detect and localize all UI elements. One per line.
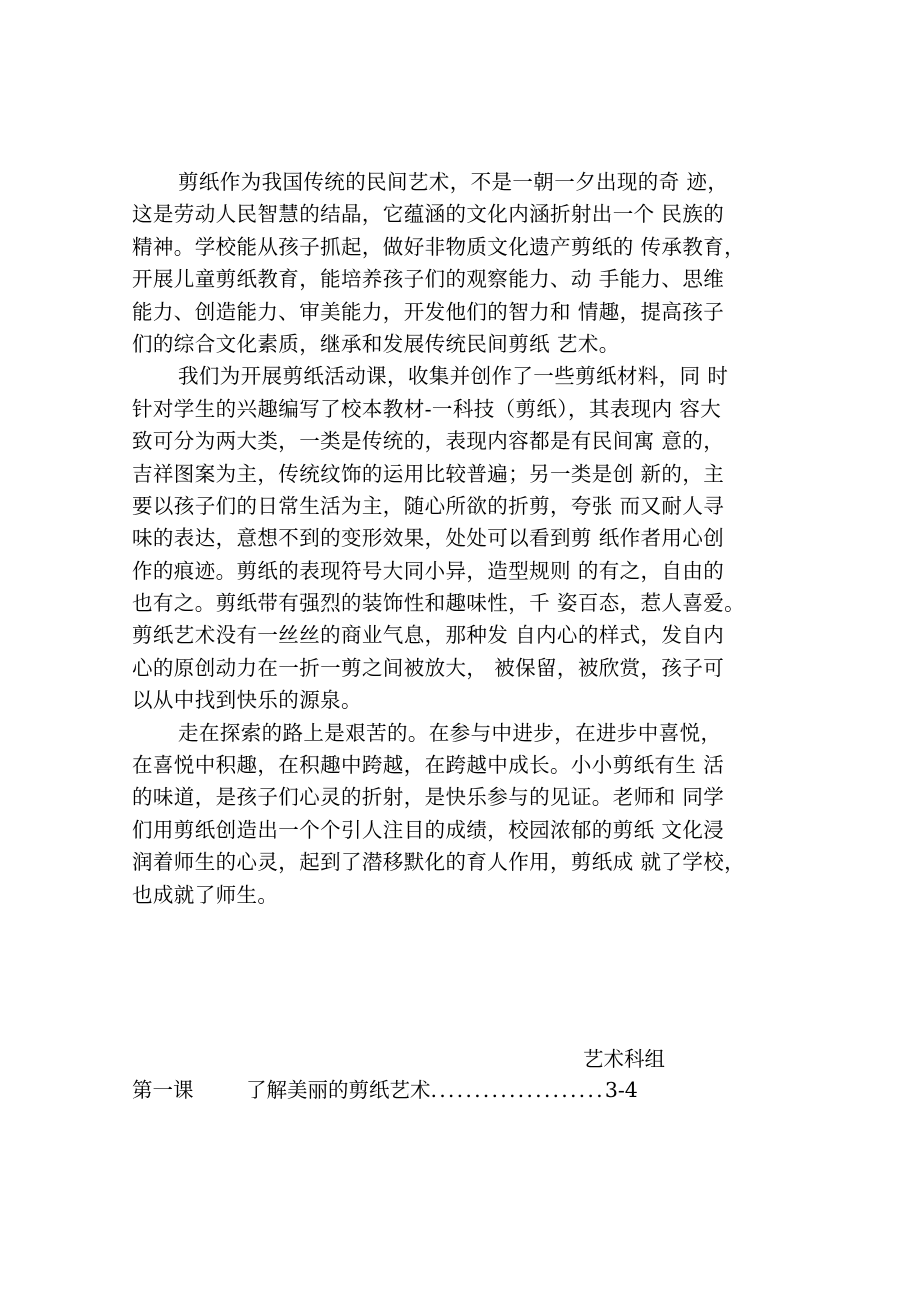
paragraph-line: 们用剪纸创造出一个个引人注目的成绩，校园浓郁的剪纸 文化浸	[132, 817, 725, 842]
toc-dot-leader: ....................	[430, 1078, 605, 1102]
paragraph-line: 能力、创造能力、审美能力，开发他们的智力和 情趣，提高孩子	[132, 299, 725, 324]
paragraph-line: 要以孩子们的日常生活为主，随心所欲的折剪，夸张 而又耐人寻	[132, 493, 725, 518]
paragraph-line: 也成就了师生。	[132, 882, 279, 907]
signature: 艺术科组	[583, 1047, 665, 1071]
paragraph-line: 味的表达，意想不到的变形效果，处处可以看到剪 纸作者用心创	[132, 526, 725, 551]
paragraph-line: 针对学生的兴趣编写了校本教材-一科技（剪纸），其表现内 容大	[132, 396, 722, 421]
paragraph-line: 以从中找到快乐的源泉。	[132, 688, 362, 713]
toc-page-range: 3-4	[604, 1078, 638, 1102]
paragraph-line: 润着师生的心灵，起到了潜移默化的育人作用，剪纸成 就了学校，	[132, 850, 746, 875]
paragraph-line: 剪纸艺术没有一丝丝的商业气息，那种发 自内心的样式，发自内	[132, 623, 725, 648]
paragraph-line: 作的痕迹。剪纸的表现符号大同小异，造型规则 的有之，自由的	[132, 558, 725, 583]
toc-entry	[132, 1074, 752, 1106]
paragraph-line: 走在探索的路上是艰苦的。在参与中进步，在进步中喜悦，	[178, 720, 722, 745]
paragraph-line: 们的综合文化素质，继承和发展传统民间剪纸 艺术。	[132, 331, 620, 356]
body-text	[132, 166, 812, 911]
paragraph-line: 心的原创动力在一折一剪之间被放大， 被保留，被欣赏，孩子可	[132, 655, 725, 680]
paragraph-line: 开展儿童剪纸教育，能培养孩子们的观察能力、动 手能力、思维	[132, 267, 725, 292]
paragraph-line: 在喜悦中积趣，在积趣中跨越，在跨越中成长。小小剪纸有生 活	[132, 753, 725, 778]
paragraph-line: 吉祥图案为主，传统纹饰的运用比较普遍；另一类是创 新的，主	[132, 461, 725, 486]
paragraph-line: 精神。学校能从孩子抓起，做好非物质文化遗产剪纸的 传承教育，	[132, 234, 746, 259]
paragraph-line: 致可分为两大类，一类是传统的，表现内容都是有民间寓 意的，	[132, 429, 725, 454]
paragraph-line: 我们为开展剪纸活动课，收集并创作了一些剪纸材料，同 时	[178, 364, 729, 389]
paragraph-line: 的味道，是孩子们心灵的折射，是快乐参与的见证。老师和 同学	[132, 785, 725, 810]
paragraph-line: 这是劳动人民智慧的结晶，它蕴涵的文化内涵折射出一个 民族的	[132, 202, 725, 227]
paragraph-line: 剪纸作为我国传统的民间艺术，不是一朝一夕出现的奇 迹，	[178, 170, 729, 194]
paragraph-line: 也有之。剪纸带有强烈的装饰性和趣味性，千 姿百态，惹人喜爱。	[132, 591, 746, 616]
toc-lesson-number: 第一课	[132, 1078, 194, 1102]
toc-lesson-title: 了解美丽的剪纸艺术	[246, 1078, 431, 1102]
